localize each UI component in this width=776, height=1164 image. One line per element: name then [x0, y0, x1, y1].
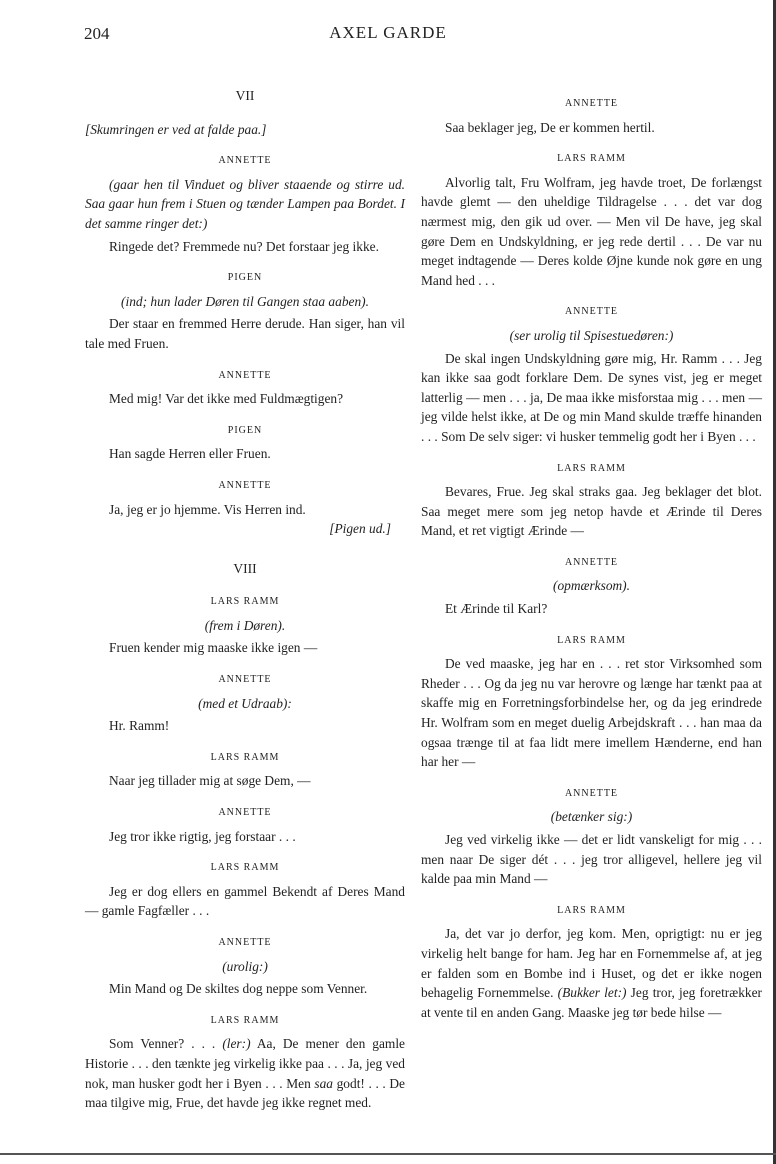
stage-direction-inline: (Bukker let:) [557, 985, 627, 1001]
stage-direction: [Pigen ud.] [329, 521, 391, 537]
dialogue-paragraph [421, 599, 762, 619]
dialogue-paragraph [85, 237, 405, 257]
dialogue-text: Hr. Ramm! [109, 718, 170, 734]
scene-heading: VII [235, 88, 255, 103]
dialogue-paragraph [421, 349, 762, 447]
speaker-name: PIGEN [227, 424, 263, 436]
dialogue-paragraph [85, 389, 405, 409]
dialogue-text: Jeg tror ikke rigtig, jeg forstaar . . . [109, 828, 296, 844]
speaker-name: ANNETTE [218, 674, 272, 686]
dialogue-text: Jeg ved virkelig ikke — det er lidt vanskeligt for mig . . . men naar De siger dét . . . jeg tror alligevel, hellere jeg vil kalde paa min Mand — [421, 832, 762, 887]
speaker-name: LARS RAMM [210, 1014, 280, 1026]
dialogue-paragraph [85, 827, 405, 847]
dialogue-paragraph [421, 830, 762, 889]
speaker-name: LARS RAMM [210, 596, 280, 608]
dialogue-text: Ringede det? Fremmede nu? Det forstaar jeg ikke. [109, 238, 379, 254]
running-title: AXEL GARDE [329, 23, 447, 42]
dialogue-text: Der staar en fremmed Herre derude. Han siger, han vil tale med Fruen. [85, 316, 405, 351]
dialogue-text: Alvorlig talt, Fru Wolfram, jeg havde troet, De forlængst havde glemt — den uheldige Tildragelse . . . det var dog nærmest mig, den gik ud over. — Men vil De have, jeg skal gøre Dem en Undskyldning, er jeg rede dertil . . . De var nu meget indtagende — Deres kolde Øjne kunde nok gøre en ung Mand hed . . . [421, 174, 762, 288]
dialogue-text: Som Venner? . . . [109, 1036, 223, 1052]
dialogue-paragraph [421, 482, 762, 541]
dialogue-text: Ja, det var jo derfor, jeg kom. Men, oprigtigt: nu er jeg virkelig helt bange for ham. Jeg har en Fornemmelse af, at jeg er falden som en Bombe ind i Huset, og det er ikke nogen behagelig Fornemmelse. [421, 926, 762, 1001]
speaker-name: LARS RAMM [557, 153, 626, 165]
stage-direction-inline: (ler:) [222, 1036, 251, 1052]
speaker-name: LARS RAMM [557, 462, 626, 474]
dialogue-paragraph [421, 924, 762, 1022]
speaker-name: ANNETTE [564, 306, 619, 318]
stage-direction: (opmærksom). [553, 578, 630, 594]
scene-heading: VIII [233, 560, 257, 576]
left-column [85, 82, 405, 1113]
dialogue-paragraph [421, 654, 762, 772]
dialogue-text: Han sagde Herren eller Fruen. [109, 446, 271, 462]
stage-direction: (urolig:) [222, 958, 268, 974]
speaker-name: ANNETTE [564, 98, 619, 109]
dialogue-text: godt! . . . De maa tilgive mig, Frue, det havde jeg ikke regnet med. [85, 1075, 405, 1111]
dialogue-text: Saa beklager jeg, De er kommen hertil. [445, 119, 655, 135]
speaker-name: PIGEN [227, 272, 263, 284]
dialogue-paragraph [85, 314, 405, 353]
stage-direction: (gaar hen til Vinduet og bliver staaende og stirre ud. Saa gaar hun frem i Stuen og tænder Lampen paa Bordet. I det samme ringer det:) [85, 176, 405, 231]
stage-direction: [Skumringen er ved at falde paa.] [85, 121, 267, 137]
right-column [421, 82, 762, 1022]
stage-direction-inline: saa [314, 1075, 333, 1091]
dialogue-paragraph [421, 118, 762, 138]
page-number: 204 [84, 24, 110, 43]
dialogue-paragraph [85, 771, 405, 791]
speaker-name: ANNETTE [218, 155, 272, 167]
dialogue-text: Jeg tror, jeg foretrækker at vente til en anden Gang. Maaske jeg tør bede hilse — [421, 985, 762, 1020]
speaker-name: LARS RAMM [210, 862, 280, 874]
speaker-name: LARS RAMM [210, 751, 280, 763]
dialogue-paragraph [85, 979, 405, 999]
dialogue-paragraph [85, 716, 405, 736]
dialogue-text: Aa, De mener den gamle Historie . . . den tænkte jeg virkelig ikke paa . . . Ja, jeg ved nok, man husker godt her i Byen . . . Men [85, 1036, 405, 1091]
stage-direction: (ser urolig til Spisestuedøren:) [509, 327, 674, 343]
dialogue-text: Bevares, Frue. Jeg skal straks gaa. Jeg beklager det blot. Saa meget mere som jeg netop havde et Ærinde til Deres Mand, et ret vigtigt Ærinde — [421, 484, 762, 539]
dialogue-text: Ja, jeg er jo hjemme. Vis Herren ind. [109, 501, 306, 517]
speaker-name: LARS RAMM [557, 904, 626, 916]
stage-direction: (frem i Døren). [204, 617, 286, 633]
stage-direction: (betænker sig:) [550, 809, 633, 825]
speaker-name: ANNETTE [218, 369, 272, 381]
dialogue-paragraph [85, 638, 405, 658]
dialogue-paragraph [85, 444, 405, 464]
dialogue-paragraph [85, 500, 405, 520]
dialogue-text: Naar jeg tillader mig at søge Dem, — [109, 773, 311, 789]
stage-direction: (ind; hun lader Døren til Gangen staa aaben). [121, 293, 369, 309]
dialogue-text: De ved maaske, jeg har en . . . ret stor Virksomhed som Rheder . . . Og da jeg nu var herovre og længe har tænkt paa at skaffe mig en Forretningsforbindelse her, og da jeg erindrede Hr. Wolfram som en meget duelig Arbejdskraft . . . han maa da ogsaa trænge til at faa lidt mere imellem Hænderne, end han har her — [421, 656, 762, 770]
speaker-name: ANNETTE [218, 479, 272, 491]
speaker-name: ANNETTE [564, 556, 619, 568]
dialogue-text: Fruen kender mig maaske ikke igen — [109, 640, 318, 656]
dialogue-text: Min Mand og De skiltes dog neppe som Venner. [109, 981, 368, 997]
speaker-name: ANNETTE [218, 807, 272, 819]
dialogue-text: Et Ærinde til Karl? [445, 601, 548, 617]
speaker-name: ANNETTE [564, 787, 619, 799]
dialogue-paragraph [85, 882, 405, 921]
scan-bottom-edge [0, 1153, 776, 1155]
dialogue-paragraph [85, 1034, 405, 1112]
dialogue-text: Med mig! Var det ikke med Fuldmægtigen? [109, 391, 344, 407]
speaker-name: LARS RAMM [557, 634, 626, 646]
stage-direction: (med et Udraab): [198, 695, 292, 711]
dialogue-text: De skal ingen Undskyldning gøre mig, Hr. Ramm . . . Jeg kan ikke saa godt forklare Dem. De synes vist, jeg er meget latterlig — men . . . ja, De maa ikke misforstaa mig . . . men — jeg vilde helst ikke, at De og min Mand skulde træffe hinanden . . . Som De selv siger: vi husker temmelig godt her i Byen . . . [421, 350, 762, 444]
speaker-name: ANNETTE [218, 937, 272, 948]
dialogue-text: Jeg er dog ellers en gammel Bekendt af Deres Mand — gamle Fagfæller . . . [85, 883, 405, 919]
dialogue-paragraph [421, 173, 762, 291]
